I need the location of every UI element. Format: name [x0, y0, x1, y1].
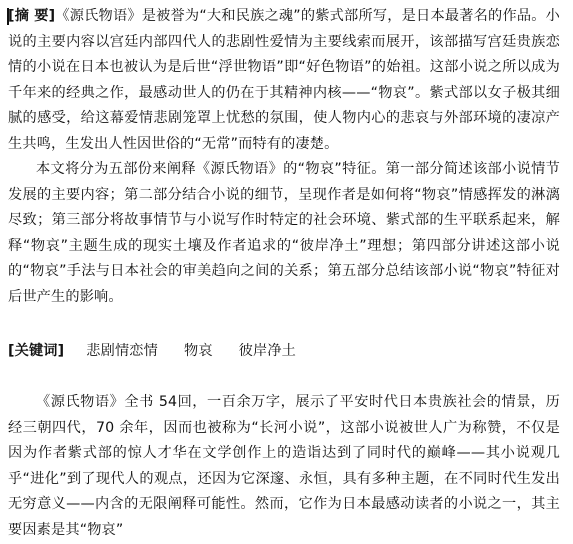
keywords-line	[8, 339, 560, 365]
body-paragraph-intro: 《源氏物语》全书 54回，一百余万字，展示了平安时代日本贵族社会的情景，历经三朝四代，70 余年，因而也被称为“长河小说”，这部小说被世人广为称赞，不仅是因为作者紫式部的惊人才华在文学创作上的造诣达到了同时代的巅峰——其小说观几乎“进化”到了现代人的观点，还因为它深邃、永恒，具有多种主题，在不同时代生发出无穷意义——内含的无限阐释可能性。然而，它作为日本最感动读者的小说之一，其主要因素是其“物哀”	[8, 394, 560, 538]
body-paragraph-structure: 本文将分为五部份来阐释《源氏物语》的“物哀”特征。第一部分简述该部小说情节发展的主要内容；第二部分结合小说的细节，呈现作者是如何将“物哀”情感挥发的淋漓尽致；第三部分将故事情节与小说写作时特定的社会环境、紫式部的生平联系起来，解释“物哀”主题生成的现实土壤及作者追求的“彼岸净土”理想；第四部分讲述这部小说的“物哀”手法与日本社会的审美趋向之间的关系；第五部分总结该部小说“物哀”特征对后世产生的影响。	[8, 161, 560, 305]
abstract-label: [摘 要]	[8, 8, 56, 24]
keyword-item: 悲剧情恋情	[86, 343, 158, 359]
keyword-item: 物哀	[183, 343, 213, 359]
keyword-item: 彼岸净土	[238, 343, 297, 359]
abstract-paragraph	[8, 4, 560, 158]
keywords-label: [关键词]	[8, 343, 65, 359]
abstract-text: 《源氏物语》是被誉为“大和民族之魂”的紫式部所写，是日本最著名的作品。小说的主要内容以宫廷内部四代人的悲剧性爱情为主要线索而展开，该部描写宫廷贵族恋情的小说在日本也被认为是后世“浮世物语”即“好色物语”的始祖。这部小说之所以成为千年来的经典之作，最感动世人的仍在于其精神内核——“物哀”。紫式部以女子极其细腻的感受，给这幕爱情悲剧笼罩上忧愁的氛围，使人物内心的悲哀与外部环境的凄凉产生共鸣，生发出人性因世俗的“无常”而特有的凄楚。	[8, 8, 560, 152]
